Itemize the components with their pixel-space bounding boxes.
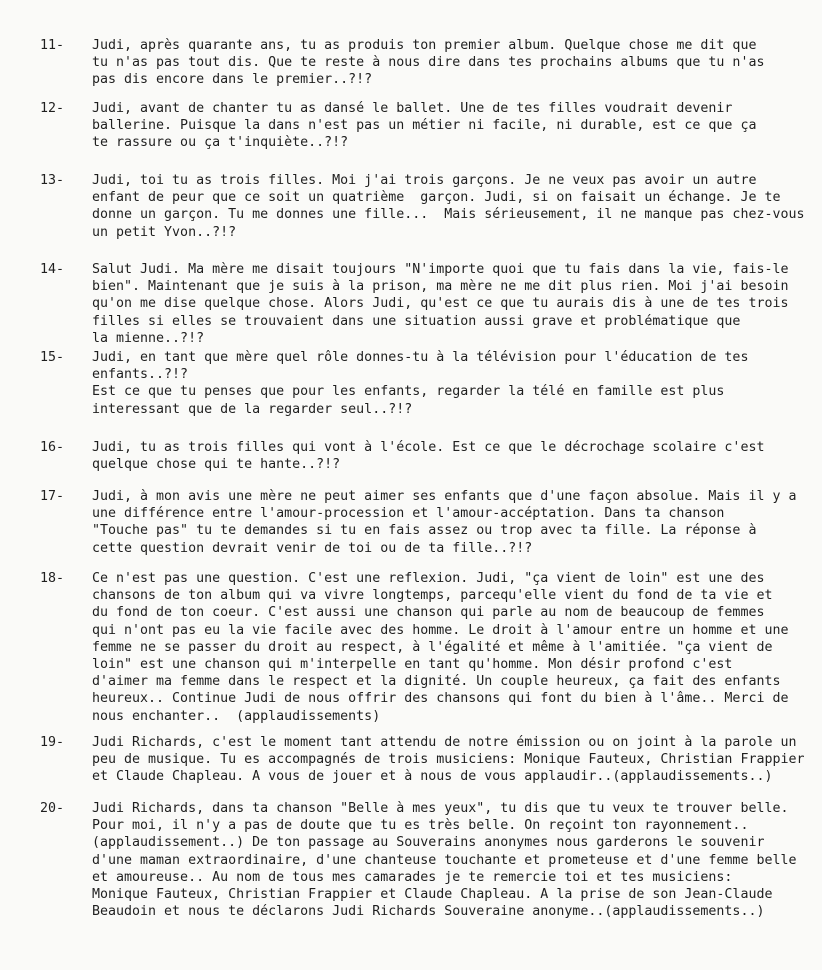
question-number: 19-: [40, 735, 65, 750]
text-line: donne un garçon. Tu me donnes une fille... Mais sérieusement, il ne manque pas chez-vous: [92, 207, 805, 223]
question-text: [92, 800, 822, 920]
text-line: Salut Judi. Ma mère me disait toujours "N'importe quoi que tu fais dans la vie, fais-le: [92, 262, 789, 277]
question-text: [92, 100, 822, 152]
text-line: Ce n'est pas une question. C'est une reflexion. Judi, "ça vient de loin" est une des: [92, 571, 765, 586]
text-line: tu n'as pas tout dis. Que te reste à nous dire dans tes prochains albums que tu n'as: [92, 55, 765, 71]
text-line: Judi, tu as trois filles qui vont à l'école. Est ce que le décrochage scolaire c'est: [92, 440, 765, 455]
text-line: te rassure ou ça t'inquiète..?!?: [92, 135, 349, 151]
text-line: "Touche pas" tu te demandes si tu en fais assez ou trop avec ta fille. La réponse à: [92, 523, 757, 539]
text-line: heureux.. Continue Judi de nous offrir des chansons qui font du bien à l'âme.. Merci de: [92, 691, 789, 707]
text-line: femme ne se passer du droit au respect, à l'égalité et même à l'amitiée. "ça vient de: [92, 639, 773, 655]
text-line: Judi, après quarante ans, tu as produis ton premier album. Quelque chose me dit que: [92, 38, 757, 53]
text-line: d'aimer ma femme dans le respect et la dignité. Un couple heureux, ça fait des enfants: [92, 674, 781, 690]
text-line: interessant que de la regarder seul..?!?: [92, 401, 413, 417]
text-line: Judi Richards, c'est le moment tant attendu de notre émission ou on joint à la parole un: [92, 735, 797, 750]
text-line: Judi Richards, dans ta chanson "Belle à mes yeux", tu dis que tu veux te trouver belle.: [92, 801, 789, 816]
text-line: un petit Yvon..?!?: [92, 224, 237, 240]
question-number: 16-: [40, 440, 65, 455]
text-line: d'une maman extraordinaire, d'une chanteuse touchante et prometeuse et d'une femme belle: [92, 852, 797, 868]
text-line: (applaudissement..) De ton passage au Souverains anonymes nous garderons le souvenir: [92, 835, 765, 851]
question-text: [92, 488, 822, 557]
question-number: 12-: [40, 101, 65, 116]
text-line: filles si elles se trouvaient dans une situation aussi grave et problématique que: [92, 313, 741, 329]
text-line: et amoureuse.. Au nom de tous mes camarades je te remercie toi et tes musiciens:: [92, 869, 733, 885]
text-line: quelque chose qui te hante..?!?: [92, 457, 341, 473]
text-line: ballerine. Puisque la dans n'est pas un métier ni facile, ni durable, est ce que ça: [92, 118, 757, 134]
text-line: enfant de peur que ce soit un quatrième garçon. Judi, si on faisait un échange. Je te: [92, 190, 781, 206]
text-line: du fond de ton coeur. C'est aussi une chanson qui parle au nom de beaucoup de femmes: [92, 605, 765, 621]
question-text: [92, 734, 822, 786]
question-number: 14-: [40, 262, 65, 277]
text-line: qui n'ont pas eu la vie facile avec des homme. Le droit à l'amour entre un homme et une: [92, 622, 789, 638]
text-line: nous enchanter.. (applaudissements): [92, 708, 381, 724]
text-line: pas dis encore dans le premier..?!?: [92, 72, 373, 88]
text-line: Judi, toi tu as trois filles. Moi j'ai trois garçons. Je ne veux pas avoir un autre: [92, 173, 757, 188]
text-line: Beaudoin et nous te déclarons Judi Richards Souveraine anonyme..(applaudissements..): [92, 904, 765, 920]
text-line: et Claude Chapleau. A vous de jouer et à nous de vous applaudir..(applaudissements..): [92, 769, 773, 785]
text-line: cette question devrait venir de toi ou de ta fille..?!?: [92, 540, 533, 556]
question-text: [92, 172, 822, 241]
text-line: enfants..?!?: [92, 367, 189, 383]
text-line: la mienne..?!?: [92, 330, 205, 346]
question-number: 11-: [40, 38, 65, 53]
text-line: chansons de ton album qui va vivre longtemps, parcequ'elle vient du fond de ta vie et: [92, 588, 773, 604]
text-line: une différence entre l'amour-procession et l'amour-accéptation. Dans ta chanson: [92, 506, 725, 522]
text-line: Judi, avant de chanter tu as dansé le ballet. Une de tes filles voudrait devenir: [92, 101, 733, 116]
question-text: [92, 570, 822, 725]
text-line: Judi, à mon avis une mère ne peut aimer ses enfants que d'une façon absolue. Mais il y a: [92, 489, 797, 504]
question-text: [92, 261, 822, 347]
question-number: 17-: [40, 489, 65, 504]
text-line: peu de musique. Tu es accompagnés de trois musiciens: Monique Fauteux, Christian Frappier: [92, 752, 805, 768]
question-text: [92, 349, 822, 418]
question-number: 15-: [40, 350, 65, 365]
text-line: Monique Fauteux, Christian Frappier et Claude Chapleau. A la prise de son Jean-Claude: [92, 887, 773, 903]
text-line: bien". Maintenant que je suis à la prison, ma mère ne me dit plus rien. Moi j'ai besoin: [92, 279, 789, 295]
text-line: Judi, en tant que mère quel rôle donnes-tu à la télévision pour l'éducation de tes: [92, 350, 749, 365]
text-line: qu'on me dise quelque chose. Alors Judi, qu'est ce que tu aurais dis à une de tes trois: [92, 296, 789, 312]
question-text: [92, 37, 822, 89]
question-number: 18-: [40, 571, 65, 586]
text-line: Est ce que tu penses que pour les enfants, regarder la télé en famille est plus: [92, 384, 725, 400]
question-number: 20-: [40, 801, 65, 816]
text-line: loin" est une chanson qui m'interpelle en tant qu'homme. Mon désir profond c'est: [92, 657, 733, 673]
question-number: 13-: [40, 173, 65, 188]
text-line: Pour moi, il n'y a pas de doute que tu es très belle. On reçoint ton rayonnement..: [92, 818, 749, 834]
question-text: [92, 439, 822, 473]
